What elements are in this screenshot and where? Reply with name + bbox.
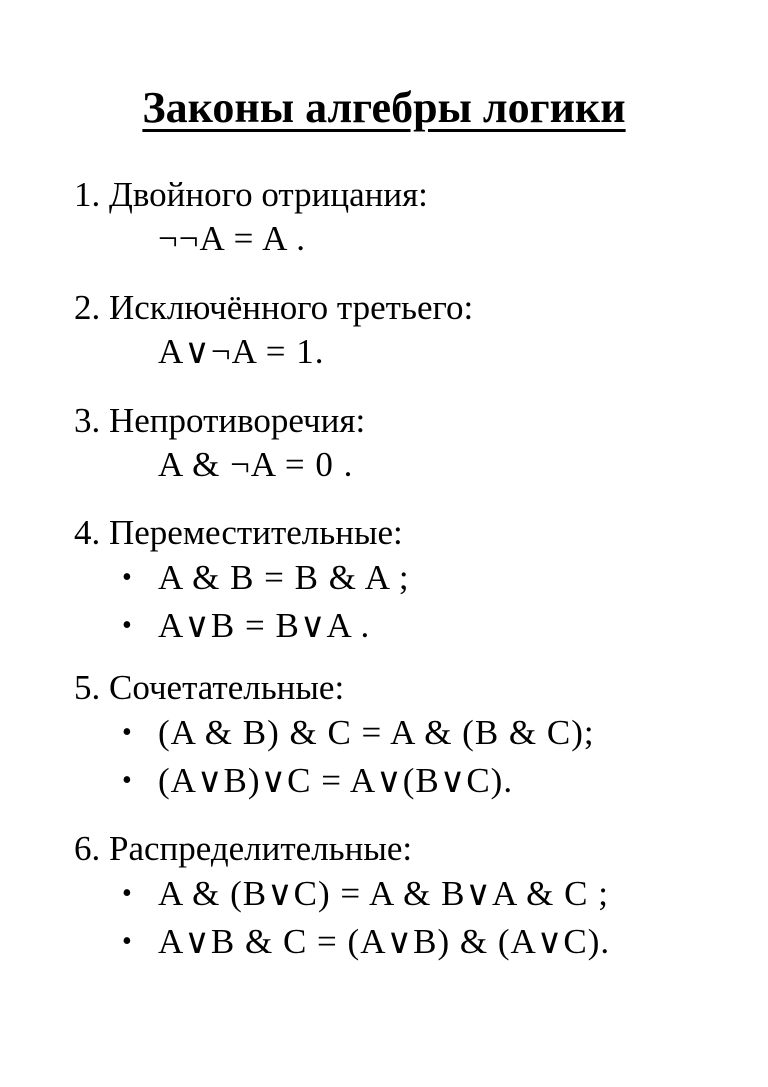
- law-formula: A∨B & C = (A∨B) & (A∨C).: [158, 922, 611, 961]
- law-bullet-list: [74, 554, 754, 650]
- law-formula: A & ¬A = 0 .: [158, 445, 354, 484]
- law-distributive: [74, 828, 754, 966]
- list-item: [74, 757, 754, 805]
- law-heading: 1. Двойного отрицания:: [74, 175, 428, 214]
- law-associative: [74, 667, 754, 805]
- law-excluded-middle: [74, 287, 754, 375]
- bullet-icon: •: [122, 610, 133, 641]
- law-formula: A & B = B & A ;: [158, 558, 410, 597]
- bullet-icon: •: [122, 562, 133, 593]
- list-item: [74, 709, 754, 757]
- bullet-icon: •: [122, 765, 133, 796]
- law-formula: (A∨B)∨C = A∨(B∨C).: [158, 761, 514, 800]
- law-non-contradiction: [74, 400, 754, 488]
- law-formula: ¬¬A = A .: [158, 219, 306, 258]
- law-double-negation: [74, 174, 754, 262]
- law-formula: (A & B) & C = A & (B & C);: [158, 713, 595, 752]
- law-commutative: [74, 512, 754, 650]
- law-bullet-list: [74, 870, 754, 966]
- law-heading: 3. Непротиворечия:: [74, 401, 366, 440]
- law-heading: 4. Переместительные:: [74, 513, 403, 552]
- bullet-icon: •: [122, 717, 133, 748]
- bullet-icon: •: [122, 878, 133, 909]
- law-heading: 6. Распределительные:: [74, 829, 413, 868]
- law-formula: A∨¬A = 1.: [158, 332, 325, 371]
- law-bullet-list: [74, 709, 754, 805]
- bullet-icon: •: [122, 926, 133, 957]
- list-item: [74, 918, 754, 966]
- page-title: Законы алгебры логики: [142, 83, 626, 132]
- law-formula: A∨B = B∨A .: [158, 606, 371, 645]
- law-heading: 2. Исключённого третьего:: [74, 288, 474, 327]
- list-item: [74, 870, 754, 918]
- law-heading: 5. Сочетательные:: [74, 668, 345, 707]
- list-item: [74, 554, 754, 602]
- law-formula: A & (B∨C) = A & B∨A & C ;: [158, 874, 609, 913]
- list-item: [74, 602, 754, 650]
